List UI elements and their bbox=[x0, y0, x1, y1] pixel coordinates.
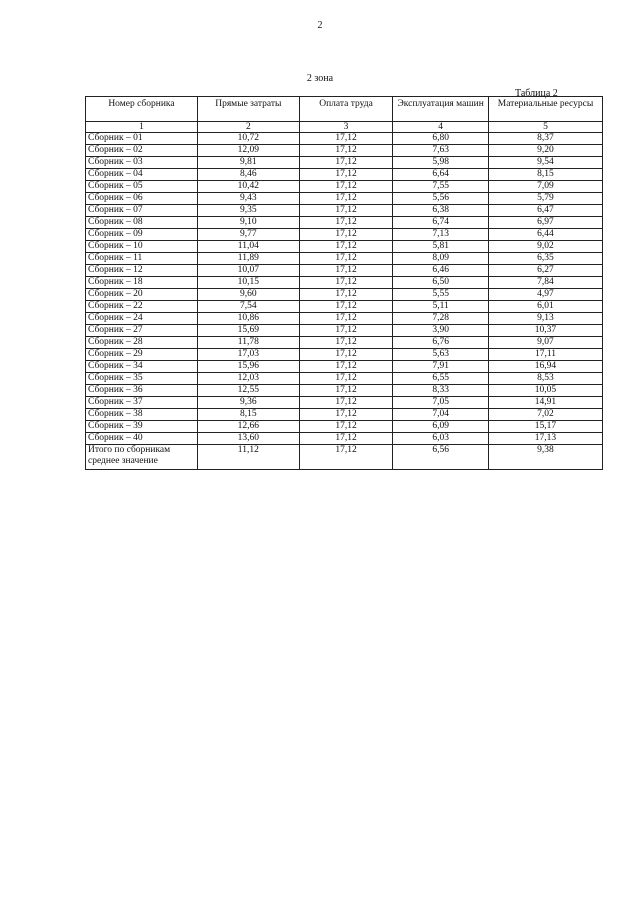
row-collection-name: Сборник – 18 bbox=[86, 277, 198, 289]
row-machine-operation: 8,09 bbox=[393, 253, 489, 265]
total-labor: 17,12 bbox=[299, 445, 393, 470]
row-labor-pay: 17,12 bbox=[299, 325, 393, 337]
row-material-resources: 9,02 bbox=[488, 241, 602, 253]
row-labor-pay: 17,12 bbox=[299, 133, 393, 145]
row-collection-name: Сборник – 04 bbox=[86, 169, 198, 181]
row-machine-operation: 5,56 bbox=[393, 193, 489, 205]
row-collection-name: Сборник – 24 bbox=[86, 313, 198, 325]
table-body bbox=[86, 133, 603, 445]
row-machine-operation: 8,33 bbox=[393, 385, 489, 397]
row-collection-name: Сборник – 07 bbox=[86, 205, 198, 217]
row-direct-costs: 10,86 bbox=[197, 313, 299, 325]
row-material-resources: 6,35 bbox=[488, 253, 602, 265]
row-direct-costs: 12,09 bbox=[197, 145, 299, 157]
row-machine-operation: 7,13 bbox=[393, 229, 489, 241]
table-row bbox=[86, 217, 603, 229]
row-labor-pay: 17,12 bbox=[299, 361, 393, 373]
row-material-resources: 8,15 bbox=[488, 169, 602, 181]
row-labor-pay: 17,12 bbox=[299, 181, 393, 193]
row-machine-operation: 6,38 bbox=[393, 205, 489, 217]
table-row bbox=[86, 385, 603, 397]
row-collection-name: Сборник – 10 bbox=[86, 241, 198, 253]
table-row bbox=[86, 433, 603, 445]
table-row bbox=[86, 277, 603, 289]
row-direct-costs: 12,55 bbox=[197, 385, 299, 397]
table-row bbox=[86, 181, 603, 193]
row-collection-name: Сборник – 27 bbox=[86, 325, 198, 337]
table-row bbox=[86, 313, 603, 325]
row-direct-costs: 17,03 bbox=[197, 349, 299, 361]
row-labor-pay: 17,12 bbox=[299, 265, 393, 277]
row-collection-name: Сборник – 40 bbox=[86, 433, 198, 445]
row-direct-costs: 10,15 bbox=[197, 277, 299, 289]
header-row bbox=[86, 97, 603, 122]
row-labor-pay: 17,12 bbox=[299, 397, 393, 409]
total-direct: 11,12 bbox=[197, 445, 299, 470]
table-row bbox=[86, 145, 603, 157]
row-direct-costs: 11,04 bbox=[197, 241, 299, 253]
total-machines: 6,56 bbox=[393, 445, 489, 470]
row-collection-name: Сборник – 06 bbox=[86, 193, 198, 205]
row-labor-pay: 17,12 bbox=[299, 385, 393, 397]
row-labor-pay: 17,12 bbox=[299, 253, 393, 265]
table-row bbox=[86, 337, 603, 349]
row-direct-costs: 13,60 bbox=[197, 433, 299, 445]
row-direct-costs: 9,60 bbox=[197, 289, 299, 301]
row-material-resources: 6,97 bbox=[488, 217, 602, 229]
row-direct-costs: 9,10 bbox=[197, 217, 299, 229]
row-material-resources: 10,37 bbox=[488, 325, 602, 337]
row-material-resources: 9,54 bbox=[488, 157, 602, 169]
row-material-resources: 9,07 bbox=[488, 337, 602, 349]
row-direct-costs: 9,81 bbox=[197, 157, 299, 169]
page-number: 2 bbox=[317, 20, 323, 31]
zone-title: 2 зона bbox=[306, 73, 334, 84]
row-machine-operation: 5,55 bbox=[393, 289, 489, 301]
row-direct-costs: 9,43 bbox=[197, 193, 299, 205]
row-collection-name: Сборник – 01 bbox=[86, 133, 198, 145]
header-direct-costs: Прямые затраты bbox=[197, 97, 299, 122]
row-material-resources: 9,20 bbox=[488, 145, 602, 157]
row-direct-costs: 10,42 bbox=[197, 181, 299, 193]
row-collection-name: Сборник – 08 bbox=[86, 217, 198, 229]
header-machine-operation: Эксплуатация машин bbox=[393, 97, 489, 122]
table-row bbox=[86, 169, 603, 181]
row-material-resources: 6,47 bbox=[488, 205, 602, 217]
table-row bbox=[86, 361, 603, 373]
row-material-resources: 5,79 bbox=[488, 193, 602, 205]
row-direct-costs: 9,35 bbox=[197, 205, 299, 217]
table-row bbox=[86, 253, 603, 265]
row-material-resources: 14,91 bbox=[488, 397, 602, 409]
row-machine-operation: 5,81 bbox=[393, 241, 489, 253]
row-material-resources: 7,09 bbox=[488, 181, 602, 193]
row-collection-name: Сборник – 29 bbox=[86, 349, 198, 361]
row-machine-operation: 6,64 bbox=[393, 169, 489, 181]
row-material-resources: 15,17 bbox=[488, 421, 602, 433]
table-row bbox=[86, 349, 603, 361]
table-row bbox=[86, 229, 603, 241]
row-machine-operation: 7,05 bbox=[393, 397, 489, 409]
table-row bbox=[86, 193, 603, 205]
row-collection-name: Сборник – 39 bbox=[86, 421, 198, 433]
row-labor-pay: 17,12 bbox=[299, 229, 393, 241]
row-machine-operation: 7,63 bbox=[393, 145, 489, 157]
row-direct-costs: 7,54 bbox=[197, 301, 299, 313]
table-row bbox=[86, 397, 603, 409]
column-number: 3 bbox=[299, 122, 393, 133]
table-row bbox=[86, 157, 603, 169]
row-labor-pay: 17,12 bbox=[299, 193, 393, 205]
row-labor-pay: 17,12 bbox=[299, 157, 393, 169]
row-direct-costs: 11,78 bbox=[197, 337, 299, 349]
row-labor-pay: 17,12 bbox=[299, 421, 393, 433]
row-machine-operation: 6,03 bbox=[393, 433, 489, 445]
column-number: 1 bbox=[86, 122, 198, 133]
row-material-resources: 7,02 bbox=[488, 409, 602, 421]
column-number-row bbox=[86, 122, 603, 133]
cost-table bbox=[85, 96, 603, 470]
row-labor-pay: 17,12 bbox=[299, 277, 393, 289]
row-collection-name: Сборник – 12 bbox=[86, 265, 198, 277]
row-machine-operation: 5,11 bbox=[393, 301, 489, 313]
row-collection-name: Сборник – 03 bbox=[86, 157, 198, 169]
row-labor-pay: 17,12 bbox=[299, 205, 393, 217]
row-labor-pay: 17,12 bbox=[299, 373, 393, 385]
row-labor-pay: 17,12 bbox=[299, 289, 393, 301]
row-direct-costs: 9,36 bbox=[197, 397, 299, 409]
row-machine-operation: 6,50 bbox=[393, 277, 489, 289]
row-machine-operation: 6,46 bbox=[393, 265, 489, 277]
row-collection-name: Сборник – 05 bbox=[86, 181, 198, 193]
table-row bbox=[86, 373, 603, 385]
row-machine-operation: 6,74 bbox=[393, 217, 489, 229]
row-machine-operation: 7,28 bbox=[393, 313, 489, 325]
column-number: 2 bbox=[197, 122, 299, 133]
row-material-resources: 8,37 bbox=[488, 133, 602, 145]
row-labor-pay: 17,12 bbox=[299, 313, 393, 325]
table-row bbox=[86, 301, 603, 313]
row-labor-pay: 17,12 bbox=[299, 349, 393, 361]
total-label: Итого по сборникам среднее значение bbox=[86, 445, 198, 470]
row-collection-name: Сборник – 22 bbox=[86, 301, 198, 313]
table-label: Таблица 2 bbox=[515, 88, 558, 99]
column-number: 5 bbox=[488, 122, 602, 133]
row-material-resources: 17,13 bbox=[488, 433, 602, 445]
row-collection-name: Сборник – 09 bbox=[86, 229, 198, 241]
row-collection-name: Сборник – 02 bbox=[86, 145, 198, 157]
row-collection-name: Сборник – 28 bbox=[86, 337, 198, 349]
row-direct-costs: 10,07 bbox=[197, 265, 299, 277]
row-labor-pay: 17,12 bbox=[299, 217, 393, 229]
header-labor-pay: Оплата труда bbox=[299, 97, 393, 122]
row-collection-name: Сборник – 35 bbox=[86, 373, 198, 385]
row-material-resources: 9,13 bbox=[488, 313, 602, 325]
row-machine-operation: 6,76 bbox=[393, 337, 489, 349]
row-collection-name: Сборник – 37 bbox=[86, 397, 198, 409]
row-labor-pay: 17,12 bbox=[299, 301, 393, 313]
row-material-resources: 16,94 bbox=[488, 361, 602, 373]
table-row bbox=[86, 265, 603, 277]
row-direct-costs: 10,72 bbox=[197, 133, 299, 145]
row-material-resources: 17,11 bbox=[488, 349, 602, 361]
row-machine-operation: 6,09 bbox=[393, 421, 489, 433]
row-machine-operation: 6,80 bbox=[393, 133, 489, 145]
row-collection-name: Сборник – 11 bbox=[86, 253, 198, 265]
row-collection-name: Сборник – 20 bbox=[86, 289, 198, 301]
header-material-resources: Материальные ресурсы bbox=[488, 97, 602, 122]
row-direct-costs: 15,96 bbox=[197, 361, 299, 373]
table-row bbox=[86, 205, 603, 217]
row-direct-costs: 12,03 bbox=[197, 373, 299, 385]
header-collection-number: Номер сборника bbox=[86, 97, 198, 122]
row-direct-costs: 9,77 bbox=[197, 229, 299, 241]
row-direct-costs: 8,46 bbox=[197, 169, 299, 181]
row-material-resources: 6,01 bbox=[488, 301, 602, 313]
row-material-resources: 6,44 bbox=[488, 229, 602, 241]
row-machine-operation: 7,91 bbox=[393, 361, 489, 373]
row-material-resources: 6,27 bbox=[488, 265, 602, 277]
row-labor-pay: 17,12 bbox=[299, 169, 393, 181]
row-machine-operation: 3,90 bbox=[393, 325, 489, 337]
table-row bbox=[86, 289, 603, 301]
row-material-resources: 7,84 bbox=[488, 277, 602, 289]
row-labor-pay: 17,12 bbox=[299, 409, 393, 421]
total-materials: 9,38 bbox=[488, 445, 602, 470]
row-machine-operation: 7,55 bbox=[393, 181, 489, 193]
row-direct-costs: 12,66 bbox=[197, 421, 299, 433]
row-labor-pay: 17,12 bbox=[299, 241, 393, 253]
row-direct-costs: 15,69 bbox=[197, 325, 299, 337]
row-machine-operation: 5,98 bbox=[393, 157, 489, 169]
row-direct-costs: 11,89 bbox=[197, 253, 299, 265]
table-row bbox=[86, 421, 603, 433]
row-material-resources: 4,97 bbox=[488, 289, 602, 301]
row-labor-pay: 17,12 bbox=[299, 337, 393, 349]
row-machine-operation: 5,63 bbox=[393, 349, 489, 361]
row-machine-operation: 7,04 bbox=[393, 409, 489, 421]
table-row bbox=[86, 325, 603, 337]
row-material-resources: 8,53 bbox=[488, 373, 602, 385]
table-row bbox=[86, 409, 603, 421]
column-number: 4 bbox=[393, 122, 489, 133]
row-machine-operation: 6,55 bbox=[393, 373, 489, 385]
table-row bbox=[86, 133, 603, 145]
row-labor-pay: 17,12 bbox=[299, 433, 393, 445]
table-row bbox=[86, 241, 603, 253]
row-collection-name: Сборник – 38 bbox=[86, 409, 198, 421]
row-collection-name: Сборник – 34 bbox=[86, 361, 198, 373]
row-direct-costs: 8,15 bbox=[197, 409, 299, 421]
row-collection-name: Сборник – 36 bbox=[86, 385, 198, 397]
row-labor-pay: 17,12 bbox=[299, 145, 393, 157]
total-row bbox=[86, 445, 603, 470]
row-material-resources: 10,05 bbox=[488, 385, 602, 397]
